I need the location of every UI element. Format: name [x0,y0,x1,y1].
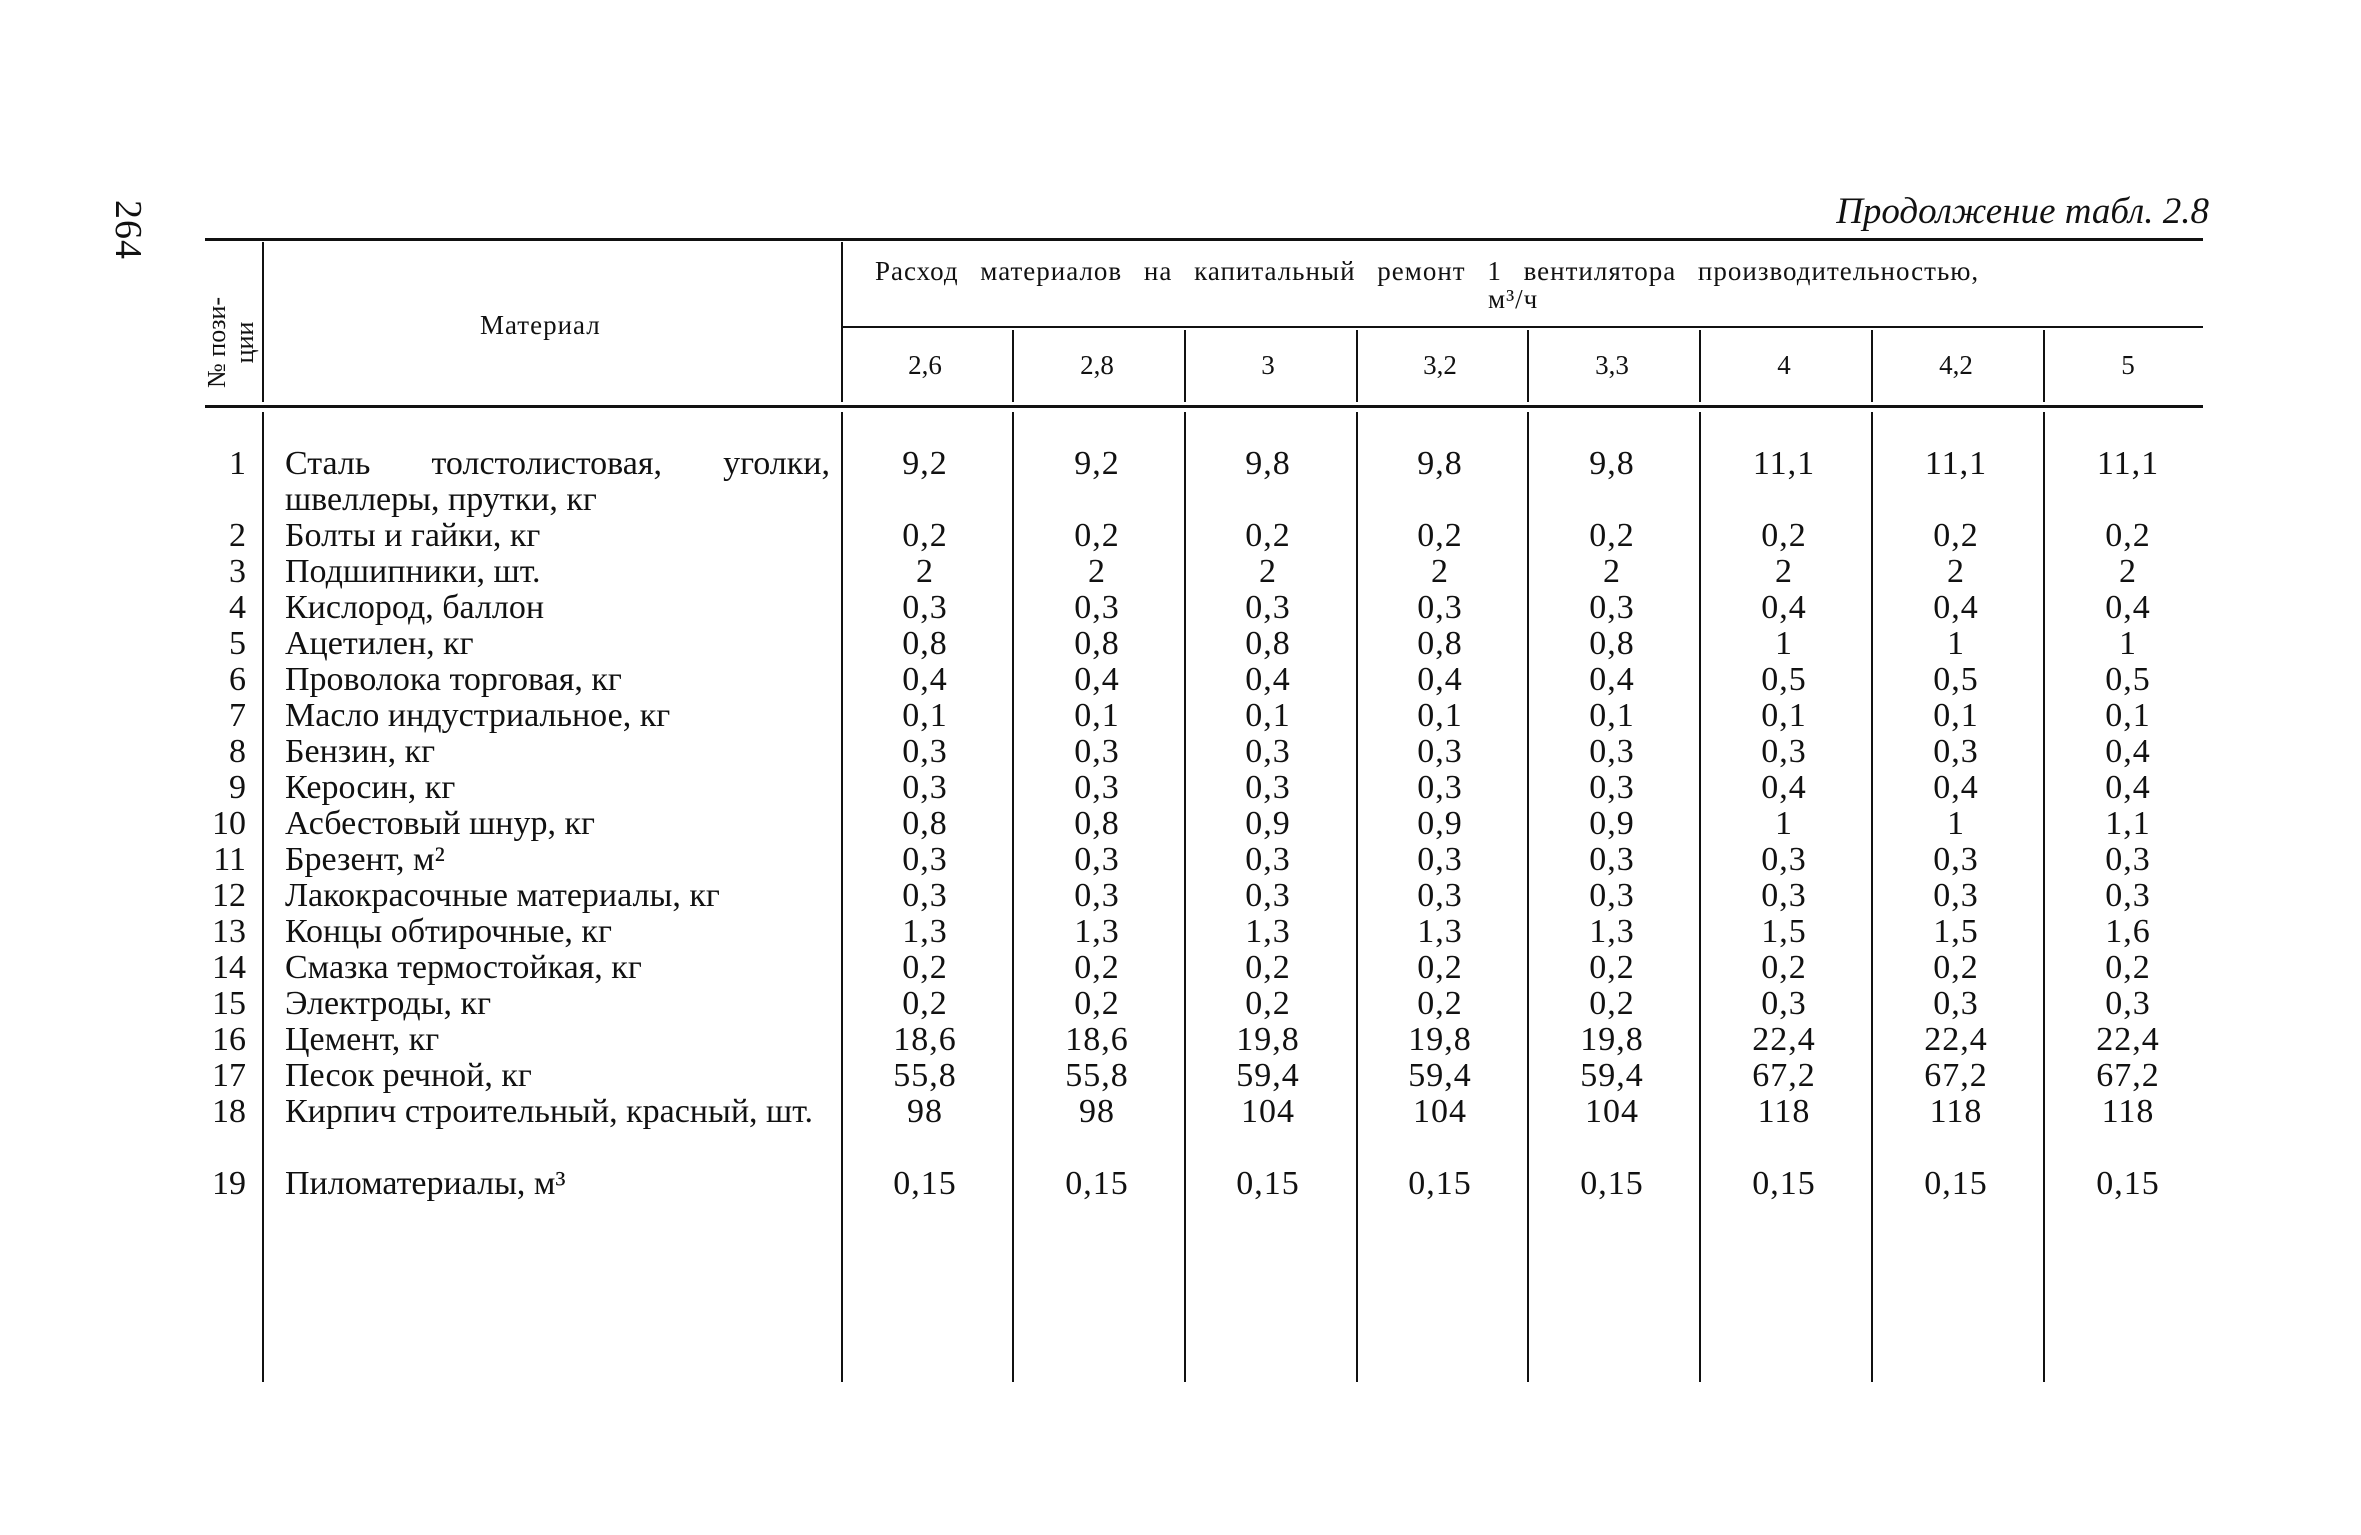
row-value-cell: 0,1 [1074,697,1120,734]
row-value-cell: 0,8 [1074,625,1120,662]
row-value-cell: 0,3 [1417,733,1463,770]
row-position-number: 14 [212,949,246,986]
row-value-cell: 0,3 [1245,841,1291,878]
row-value-cell: 55,8 [1065,1057,1129,1094]
row-value-cell: 0,8 [1417,625,1463,662]
material-column-header: Материал [480,310,601,340]
row-value-cell: 1 [2119,625,2137,662]
row-value-cell: 9,8 [1417,445,1463,482]
row-value-cell: 18,6 [1065,1021,1129,1058]
row-value-cell: 0,5 [1933,661,1979,698]
row-material: Бензин, кг [285,733,436,770]
row-value-cell: 67,2 [2096,1057,2160,1094]
row-value-cell: 0,1 [1245,697,1291,734]
capacity-column-header: 5 [2121,350,2135,380]
row-value-cell: 22,4 [1924,1021,1988,1058]
row-value-cell: 11,1 [2096,445,2160,482]
row-value-cell: 0,15 [1580,1165,1644,1202]
col-divider-pos [262,242,264,402]
row-value-cell: 0,3 [902,589,948,626]
row-position-number: 4 [229,589,246,626]
row-value-cell: 0,3 [1074,589,1120,626]
row-value-cell: 0,2 [1074,985,1120,1022]
row-value-cell: 0,3 [902,769,948,806]
row-value-cell: 59,4 [1580,1057,1644,1094]
row-value-cell: 1 [1947,625,1965,662]
row-value-cell: 0,5 [1761,661,1807,698]
row-value-cell: 0,3 [1417,877,1463,914]
col-divider-5-head [1699,330,1701,402]
table-caption: Продолжение табл. 2.8 [1836,191,2209,232]
row-value-cell: 0,3 [1074,841,1120,878]
row-value-cell: 104 [1241,1093,1295,1130]
row-value-cell: 55,8 [893,1057,957,1094]
row-value-cell: 0,8 [1245,625,1291,662]
row-value-cell: 0,4 [1933,769,1979,806]
row-material: Кислород, баллон [285,589,545,626]
row-material: Керосин, кг [285,769,456,806]
col-divider-1-body [1012,412,1014,1382]
row-value-cell: 0,15 [2096,1165,2160,1202]
row-value-cell: 0,2 [2105,949,2151,986]
row-value-cell: 118 [1757,1093,1811,1130]
row-value-cell: 0,2 [1589,985,1635,1022]
row-material: Ацетилен, кг [285,625,474,662]
row-material: Масло индустриальное, кг [285,697,671,734]
row-value-cell: 0,1 [1417,697,1463,734]
row-value-cell: 0,3 [2105,841,2151,878]
row-value-cell: 0,4 [1761,769,1807,806]
row-value-cell: 0,2 [902,517,948,554]
row-material: Кирпич строительный, красный, шт. [285,1093,813,1130]
row-value-cell: 0,2 [1245,517,1291,554]
row-position-number: 2 [229,517,246,554]
row-value-cell: 0,4 [1074,661,1120,698]
header-bottom-rule [205,405,2203,408]
row-material: Брезент, м² [285,841,445,878]
group-header-line2: м³/ч [1488,284,1539,314]
row-value-cell: 118 [1929,1093,1983,1130]
page-number: 264 [107,200,149,260]
row-value-cell: 98 [1079,1093,1115,1130]
row-value-cell: 0,15 [1408,1165,1472,1202]
col-divider-3-body [1356,412,1358,1382]
row-material: Электроды, кг [285,985,492,1022]
row-position-number: 7 [229,697,246,734]
col-divider-1-head [1012,330,1014,402]
row-value-cell: 1 [1775,625,1793,662]
row-value-cell: 0,8 [902,625,948,662]
row-value-cell: 0,2 [1074,517,1120,554]
row-position-number: 17 [212,1057,246,1094]
group-header-line1: Расход материалов на капитальный ремонт 1 вентилятора производительностью, [875,256,1980,286]
capacity-column-header: 2,8 [1080,350,1114,380]
row-position-number: 13 [212,913,246,950]
col-divider-7-body [2043,412,2045,1382]
row-material: Концы обтирочные, кг [285,913,612,950]
row-value-cell: 0,3 [1245,877,1291,914]
col-divider-7-head [2043,330,2045,402]
row-value-cell: 0,3 [1933,841,1979,878]
row-material: Лакокрасочные материалы, кг [285,877,720,914]
row-position-number: 12 [212,877,246,914]
row-position-number: 1 [229,445,246,482]
row-value-cell: 0,8 [1589,625,1635,662]
row-value-cell: 0,2 [1589,949,1635,986]
row-value-cell: 2 [1603,553,1621,590]
row-value-cell: 9,8 [1589,445,1635,482]
capacity-column-header: 4,2 [1939,350,1973,380]
row-value-cell: 1,3 [1074,913,1120,950]
row-value-cell: 0,2 [2105,517,2151,554]
capacity-column-header: 2,6 [908,350,942,380]
row-value-cell: 0,4 [2105,769,2151,806]
row-position-number: 11 [213,841,246,878]
row-value-cell: 11,1 [1924,445,1988,482]
row-value-cell: 0,2 [1245,949,1291,986]
row-material: Смазка термостойкая, кг [285,949,642,986]
row-value-cell: 11,1 [1752,445,1816,482]
col-divider-2-head [1184,330,1186,402]
row-value-cell: 0,3 [1589,841,1635,878]
row-value-cell: 0,3 [1074,733,1120,770]
row-value-cell: 0,4 [902,661,948,698]
col-divider-3-head [1356,330,1358,402]
row-value-cell: 0,3 [1933,985,1979,1022]
row-value-cell: 59,4 [1236,1057,1300,1094]
row-value-cell: 0,3 [1589,877,1635,914]
capacity-column-header: 4 [1777,350,1791,380]
row-value-cell: 0,3 [1417,841,1463,878]
row-material: Болты и гайки, кг [285,517,541,554]
row-value-cell: 22,4 [1752,1021,1816,1058]
row-value-cell: 0,4 [1417,661,1463,698]
row-value-cell: 0,2 [1761,949,1807,986]
row-value-cell: 19,8 [1236,1021,1300,1058]
row-value-cell: 0,15 [1236,1165,1300,1202]
row-value-cell: 0,3 [1761,877,1807,914]
group-header-rule [843,326,2203,328]
row-value-cell: 0,2 [1761,517,1807,554]
row-value-cell: 118 [2101,1093,2155,1130]
row-value-cell: 0,3 [1417,769,1463,806]
row-value-cell: 22,4 [2096,1021,2160,1058]
col-divider-pos-body [262,412,264,1382]
row-value-cell: 19,8 [1580,1021,1644,1058]
table-top-rule [205,238,2203,241]
row-value-cell: 0,3 [1245,733,1291,770]
row-value-cell: 104 [1413,1093,1467,1130]
row-value-cell: 0,3 [1761,841,1807,878]
row-value-cell: 0,3 [2105,877,2151,914]
row-value-cell: 67,2 [1924,1057,1988,1094]
row-value-cell: 0,2 [1933,517,1979,554]
row-material: Песок речной, кг [285,1057,532,1094]
row-value-cell: 67,2 [1752,1057,1816,1094]
row-position-number: 6 [229,661,246,698]
row-value-cell: 0,2 [1417,517,1463,554]
row-value-cell: 2 [1947,553,1965,590]
row-value-cell: 0,8 [1074,805,1120,842]
row-value-cell: 2 [1775,553,1793,590]
row-value-cell: 0,4 [1589,661,1635,698]
row-value-cell: 0,3 [902,841,948,878]
row-value-cell: 0,1 [2105,697,2151,734]
capacity-column-header: 3 [1261,350,1275,380]
col-divider-2-body [1184,412,1186,1382]
position-header-line: ции [230,321,259,364]
row-value-cell: 0,1 [902,697,948,734]
row-material: Цемент, кг [285,1021,440,1058]
row-value-cell: 0,5 [2105,661,2151,698]
row-value-cell: 1 [1947,805,1965,842]
row-material: Подшипники, шт. [285,553,541,590]
row-position-number: 9 [229,769,246,806]
row-position-number: 8 [229,733,246,770]
row-value-cell: 0,3 [2105,985,2151,1022]
row-value-cell: 104 [1585,1093,1639,1130]
row-value-cell: 0,4 [2105,589,2151,626]
row-value-cell: 0,3 [1589,589,1635,626]
row-value-cell: 0,15 [893,1165,957,1202]
row-value-cell: 0,3 [1417,589,1463,626]
row-value-cell: 0,3 [902,733,948,770]
row-material: Проволока торговая, кг [285,661,622,698]
row-value-cell: 0,15 [1752,1165,1816,1202]
row-position-number: 5 [229,625,246,662]
row-material: Пиломатериалы, м³ [285,1165,566,1202]
capacity-column-header: 3,2 [1423,350,1457,380]
row-position-number: 19 [212,1165,246,1202]
row-value-cell: 0,3 [1245,769,1291,806]
row-value-cell: 1 [1775,805,1793,842]
row-value-cell: 0,2 [1589,517,1635,554]
row-value-cell: 0,4 [1245,661,1291,698]
row-value-cell: 2 [916,553,934,590]
row-value-cell: 0,4 [2105,733,2151,770]
row-value-cell: 1,3 [1417,913,1463,950]
row-value-cell: 9,2 [902,445,948,482]
col-divider-6-body [1871,412,1873,1382]
col-divider-6-head [1871,330,1873,402]
row-value-cell: 0,2 [1417,949,1463,986]
row-value-cell: 1,1 [2105,805,2151,842]
row-value-cell: 0,3 [1933,877,1979,914]
row-value-cell: 0,9 [1417,805,1463,842]
row-value-cell: 0,2 [1417,985,1463,1022]
row-value-cell: 2 [2119,553,2137,590]
row-value-cell: 2 [1088,553,1106,590]
row-value-cell: 0,3 [1761,985,1807,1022]
row-value-cell: 1,6 [2105,913,2151,950]
col-divider-4-head [1527,330,1529,402]
row-value-cell: 0,15 [1065,1165,1129,1202]
row-value-cell: 98 [907,1093,943,1130]
row-material: Сталь толстолистовая, уголки, швеллеры, прутки, кг [285,445,830,518]
row-value-cell: 2 [1259,553,1277,590]
row-value-cell: 9,8 [1245,445,1291,482]
row-position-number: 18 [212,1093,246,1130]
row-value-cell: 0,9 [1589,805,1635,842]
row-value-cell: 0,15 [1924,1165,1988,1202]
row-value-cell: 0,3 [1761,733,1807,770]
row-value-cell: 0,4 [1761,589,1807,626]
row-value-cell: 0,3 [1933,733,1979,770]
row-value-cell: 0,2 [902,985,948,1022]
row-value-cell: 0,3 [1074,877,1120,914]
row-value-cell: 59,4 [1408,1057,1472,1094]
row-value-cell: 0,1 [1589,697,1635,734]
col-divider-material [841,242,843,402]
row-value-cell: 0,1 [1933,697,1979,734]
row-position-number: 15 [212,985,246,1022]
row-value-cell: 18,6 [893,1021,957,1058]
row-value-cell: 0,3 [1589,733,1635,770]
row-value-cell: 1,3 [1245,913,1291,950]
row-value-cell: 0,3 [902,877,948,914]
row-value-cell: 1,5 [1761,913,1807,950]
capacity-column-header: 3,3 [1595,350,1629,380]
row-position-number: 10 [212,805,246,842]
row-value-cell: 0,3 [1074,769,1120,806]
row-value-cell: 9,2 [1074,445,1120,482]
row-value-cell: 0,3 [1589,769,1635,806]
row-value-cell: 0,8 [902,805,948,842]
col-divider-5-body [1699,412,1701,1382]
row-value-cell: 1,3 [1589,913,1635,950]
col-divider-4-body [1527,412,1529,1382]
row-value-cell: 0,2 [1245,985,1291,1022]
row-position-number: 16 [212,1021,246,1058]
row-value-cell: 0,3 [1245,589,1291,626]
row-value-cell: 0,2 [1074,949,1120,986]
row-position-number: 3 [229,553,246,590]
row-value-cell: 1,5 [1933,913,1979,950]
row-value-cell: 0,1 [1761,697,1807,734]
row-value-cell: 19,8 [1408,1021,1472,1058]
row-value-cell: 0,9 [1245,805,1291,842]
col-divider-material-body [841,412,843,1382]
row-value-cell: 0,2 [902,949,948,986]
row-value-cell: 0,4 [1933,589,1979,626]
row-material: Асбестовый шнур, кг [285,805,595,842]
position-header-line: № пози- [202,296,231,388]
row-value-cell: 1,3 [902,913,948,950]
row-value-cell: 0,2 [1933,949,1979,986]
row-value-cell: 2 [1431,553,1449,590]
position-column-header [203,297,259,388]
